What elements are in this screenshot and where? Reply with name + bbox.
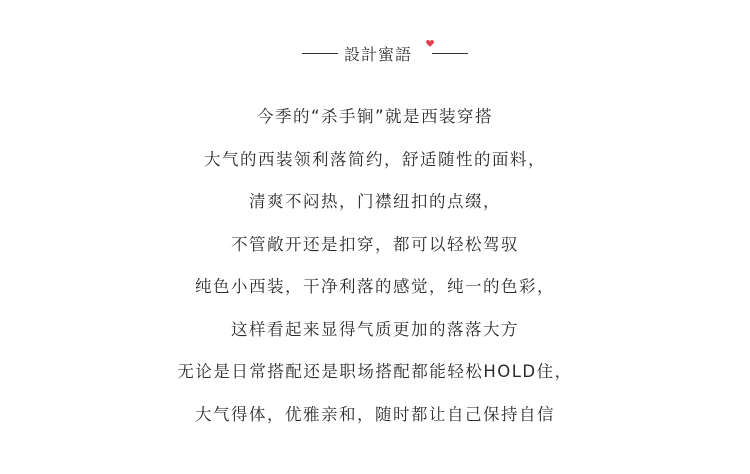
text-line: 大气的西装领利落简约，舒适随性的面料， (204, 149, 546, 169)
header-divider-left (302, 53, 338, 54)
header-divider-right (432, 53, 468, 54)
body-text (0, 96, 750, 436)
text-line: 这样看起来显得气质更加的落落大方 (231, 319, 519, 339)
text-line: 大气得体，优雅亲和，随时都让自己保持自信 (195, 404, 555, 424)
section-title: 設計蜜語 (344, 45, 413, 64)
text-line: 不管敞开还是扣穿，都可以轻松驾驭 (231, 234, 519, 254)
text-line: 无论是日常搭配还是职场搭配都能轻松HOLD住， (177, 362, 573, 381)
text-line: 清爽不闷热，门襟纽扣的点缀， (249, 192, 501, 211)
text-line: 纯色小西装，干净利落的感觉，纯一的色彩， (195, 277, 555, 296)
heart-icon (426, 40, 434, 47)
text-line: 今季的“杀手锏”就是西装穿搭 (256, 107, 494, 126)
section-header (0, 40, 750, 68)
